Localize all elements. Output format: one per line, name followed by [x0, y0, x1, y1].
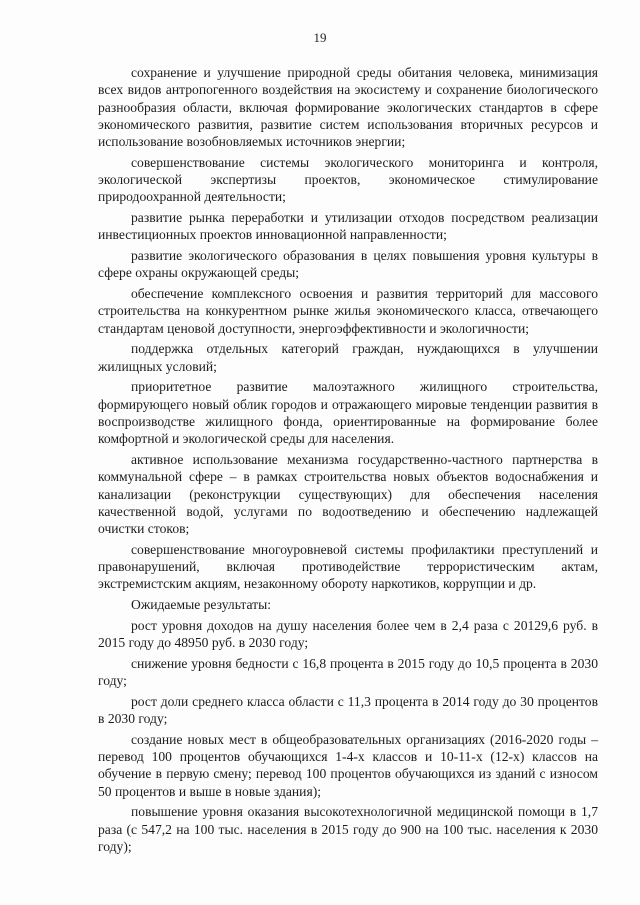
- document-body: [98, 64, 598, 859]
- page-number: 19: [313, 30, 327, 45]
- paragraph-middle-class: рост доли среднего класса области с 11,3 процента в 2014 году до 30 процентов в 2030 году;: [98, 693, 598, 727]
- paragraph-income: рост уровня доходов на душу населения более чем в 2,4 раза с 20129,6 руб. в 2015 году до 48950 руб. в 2030 году;: [98, 617, 598, 651]
- paragraph-low-rise: приоритетное развитие малоэтажного жилищного строительства, формирующего новый облик городов и отражающего мировые тенденции развития в воспроизводстве жилищного фонда, ориентированные на формирование более комфортной и экологической среды для населения.: [98, 379, 598, 447]
- paragraph-territories: обеспечение комплексного освоения и развития территорий для массового строительства на конкурентном рынке жилья экономического класса, отвечающего стандартам ценовой доступности, энергоэффективности и экологичности;: [98, 286, 598, 336]
- paragraph-crime-prevention: совершенствование многоуровневой системы профилактики преступлений и правонарушений, включая противодействие террористическим актам, экстремистским акциям, незаконному обороту наркотиков, коррупции и др.: [98, 541, 598, 592]
- paragraph-environment: сохранение и улучшение природной среды обитания человека, минимизация всех видов антропогенного воздействия на экосистему и сохранение биологического разнообразия области, включая формирование экологических стандартов в сфере экономического развития, развитие систем использования вторичных ресурсов и использование возобновляемых источников энергии;: [98, 65, 598, 150]
- paragraph-ppp: активное использование механизма государственно-частного партнерства в коммунальной сфере – в рамках строительства новых объектов водоснабжения и канализации (реконструкции существующих) для обеспечения населения качественной водой, услугами по водоотведению и обеспечению надлежащей очистки стоков;: [98, 451, 598, 537]
- paragraph-eco-education: развитие экологического образования в целях повышения уровня культуры в сфере охраны окружающей среды;: [98, 248, 598, 281]
- paragraph-waste: развитие рынка переработки и утилизации отходов посредством реализации инвестиционных проектов инновационной направленности;: [98, 210, 598, 243]
- paragraph-school-places: создание новых мест в общеобразовательных организациях (2016-2020 годы – перевод 100 процентов обучающихся 1-4-х классов и 10-11-х (12-х) классов на обучение в первую смену; перевод 100 процентов обучающихся из зданий с износом 50 процентов и выше в новые здания);: [98, 731, 598, 799]
- paragraph-expected-results: Ожидаемые результаты:: [131, 597, 272, 613]
- paragraph-medical-care: повышение уровня оказания высокотехнологичной медицинской помощи в 1,7 раза (с 547,2 на 100 тыс. населения в 2015 году до 900 на 100 тыс. населения к 2030 году);: [98, 804, 598, 854]
- paragraph-poverty: снижение уровня бедности с 16,8 процента в 2015 году до 10,5 процента в 2030 году;: [98, 655, 598, 689]
- paragraph-monitoring: совершенствование системы экологического мониторинга и контроля, экологической экспертизы проектов, экономическое стимулирование природоохранной деятельности;: [98, 154, 598, 205]
- paragraph-housing-support: поддержка отдельных категорий граждан, нуждающихся в улучшении жилищных условий;: [98, 341, 598, 374]
